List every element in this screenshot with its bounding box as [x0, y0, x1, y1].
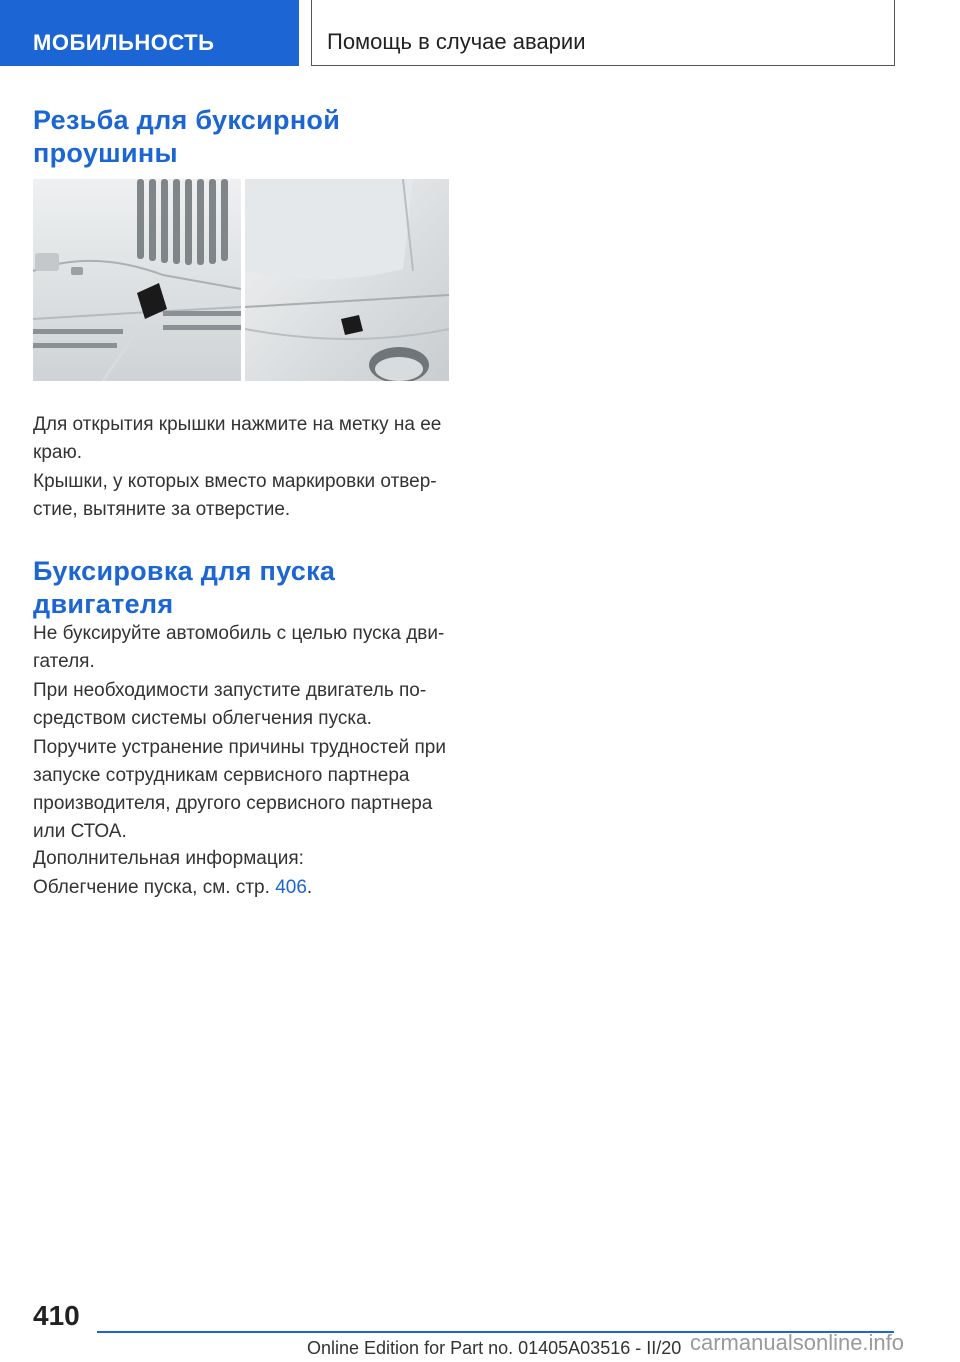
watermark: carmanualsonline.info	[690, 1330, 905, 1355]
text-line: Поручите устранение причины трудностей при	[33, 737, 446, 758]
text-line: Для открытия крышки нажмите на метку на ее	[33, 414, 442, 435]
section-heading-tow-thread	[33, 104, 449, 170]
text-line: гателя.	[33, 651, 95, 672]
text-line: запуске сотрудникам сервисного партнера	[33, 765, 410, 786]
text-line: Крышки, у которых вместо маркировки отвер‐	[33, 471, 437, 492]
heading-line: Буксировка для пуска	[33, 556, 336, 586]
page-link[interactable]: 406	[275, 877, 307, 898]
paragraph-more-info	[33, 845, 449, 873]
heading-line: двигателя	[33, 589, 174, 619]
text-line: средством системы облегчения пуска.	[33, 708, 372, 729]
paragraph-no-tow-start	[33, 620, 449, 676]
text-line: краю.	[33, 442, 82, 463]
section-heading-tow-start	[33, 555, 449, 621]
paragraph-open-cover	[33, 411, 449, 467]
text-line: .	[306, 877, 313, 898]
edition-info: Online Edition for Part no. 01405A03516 - II/20	[307, 1338, 682, 1358]
heading-line: проушины	[33, 138, 178, 168]
paragraph-jump-start	[33, 677, 449, 733]
text-line: При необходимости запустите двигатель по‐	[33, 680, 427, 701]
text-line: производителя, другого сервисного партнера	[33, 793, 433, 814]
section-tab: МОБИЛЬНОСТЬ	[0, 0, 299, 66]
paragraph-pull-cover	[33, 468, 449, 524]
page-number: 410	[33, 1300, 80, 1331]
heading-line: Резьба для буксирной	[33, 105, 341, 135]
paragraph-service-partner	[33, 734, 449, 846]
tow-eye-cover-photos	[33, 179, 449, 381]
text-line: Облегчение пуска, см. стр.	[33, 877, 270, 898]
car-photo-illustration	[33, 179, 449, 381]
paragraph-cross-reference	[33, 874, 449, 902]
text-line: Не буксируйте автомобиль с целью пуска дви‐	[33, 623, 445, 644]
text-line: Дополнительная информация:	[33, 848, 304, 869]
chapter-title: Помощь в случае аварии	[311, 0, 895, 66]
text-line: или СТОА.	[33, 821, 127, 842]
text-line: стие, вытяните за отверстие.	[33, 499, 291, 520]
